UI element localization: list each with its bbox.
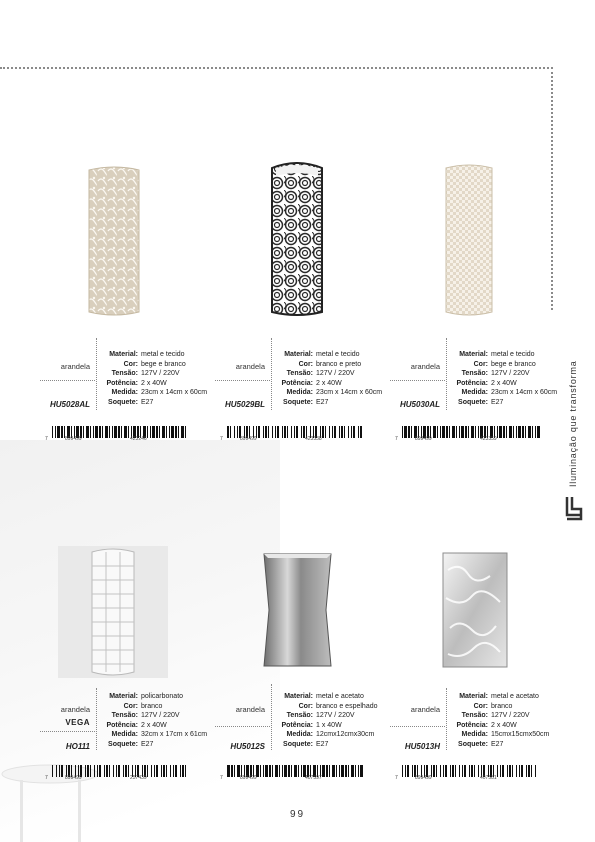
product-card: arandela HU5030AL Material: metal e tecido Cor: bege e branco Tensão: 127V / 220V Potência: 2 x 40W Medida: 23cm x 14cm x 60cm Soquete: E27 7 899499 423359 [390, 160, 555, 450]
product-card: arandela VEGA HO111 Material: policarbonato Cor: branco Tensão: 127V / 220V Potência: 2 x 40W Medida: 32cm x 17cm x 61cm Soquete: E27 7 899499 257439 [40, 500, 205, 790]
barcode [40, 426, 190, 444]
product-code: HU5028AL [49, 400, 90, 409]
brand-logo-icon [563, 495, 585, 521]
spec-list: Material: metal e acetato Cor: branco e espelhado Tensão: 127V / 220V Potência: 1 x 40W Medida: 12cmx12cmx30cm Soquete: E27 [281, 693, 378, 748]
product-card: arandela HU5012S Material: metal e acetato Cor: branco e espelhado Tensão: 127V / 220V Potência: 1 x 40W Medida: 12cmx12cmx30cm Soquete: E27 7 899499 407597 [215, 500, 380, 790]
product-type: arandela [410, 705, 440, 714]
spec-list: Material: metal e tecido Cor: bege e branco Tensão: 127V / 220V Potência: 2 x 40W Medida: 23cm x 14cm x 60cm Soquete: E27 [456, 351, 558, 406]
product-type: arandela [60, 362, 90, 371]
product-code: HU5029BL [224, 400, 265, 409]
product-type: arandela [235, 705, 265, 714]
spec-list: Material: metal e tecido Cor: branco e preto Tensão: 127V / 220V Potência: 2 x 40W Medida: 23cm x 14cm x 60cm Soquete: E27 [281, 351, 383, 406]
barcode [215, 765, 365, 783]
product-card: arandela HU5029BL Material: metal e tecido Cor: branco e preto Tensão: 127V / 220V Potência: 2 x 40W Medida: 23cm x 14cm x 60cm Soquete: E27 7 899499 423338 [215, 160, 380, 450]
product-type: arandela [410, 362, 440, 371]
product-code: HO111 [65, 742, 90, 751]
page-number: 99 [289, 809, 306, 820]
lamp-image [260, 550, 335, 670]
barcode [390, 765, 540, 783]
lamp-image [440, 550, 510, 670]
product-card: arandela HU5028AL Material: metal e tecido Cor: bege e branco Tensão: 127V / 220V Potência: 2 x 40W Medida: 23cm x 14cm x 60cm Soquete: E27 7 899499 423246 [40, 160, 205, 450]
barcode [40, 765, 190, 783]
spec-list: Material: metal e tecido Cor: bege e branco Tensão: 127V / 220V Potência: 2 x 40W Medida: 23cm x 14cm x 60cm Soquete: E27 [106, 351, 208, 406]
barcode [390, 426, 540, 444]
lamp-image [270, 162, 324, 317]
barcode [215, 426, 365, 444]
spec-list: Material: metal e acetato Cor: branco Tensão: 127V / 220V Potência: 2 x 40W Medida: 15cmx15cmx50cm Soquete: E27 [456, 693, 550, 748]
brand-tagline: Iluminação que transforma [568, 360, 578, 487]
product-type: arandela [60, 705, 90, 714]
product-code: HU5030AL [399, 400, 440, 409]
spec-list: Material: policarbonato Cor: branco Tensão: 127V / 220V Potência: 2 x 40W Medida: 32cm x 17cm x 61cm Soquete: E27 [106, 693, 208, 748]
product-name: VEGA [65, 718, 90, 727]
dotted-border-top [0, 67, 553, 69]
product-type: arandela [235, 362, 265, 371]
lamp-image [87, 166, 141, 316]
product-code: HU5012S [230, 742, 265, 751]
product-code: HU5013H [404, 742, 440, 751]
lamp-image [58, 546, 168, 678]
product-card: arandela HU5013H Material: metal e acetato Cor: branco Tensão: 127V / 220V Potência: 2 x 40W Medida: 15cmx15cmx50cm Soquete: E27 7 899499 407581 [390, 500, 555, 790]
lamp-image [444, 164, 494, 316]
